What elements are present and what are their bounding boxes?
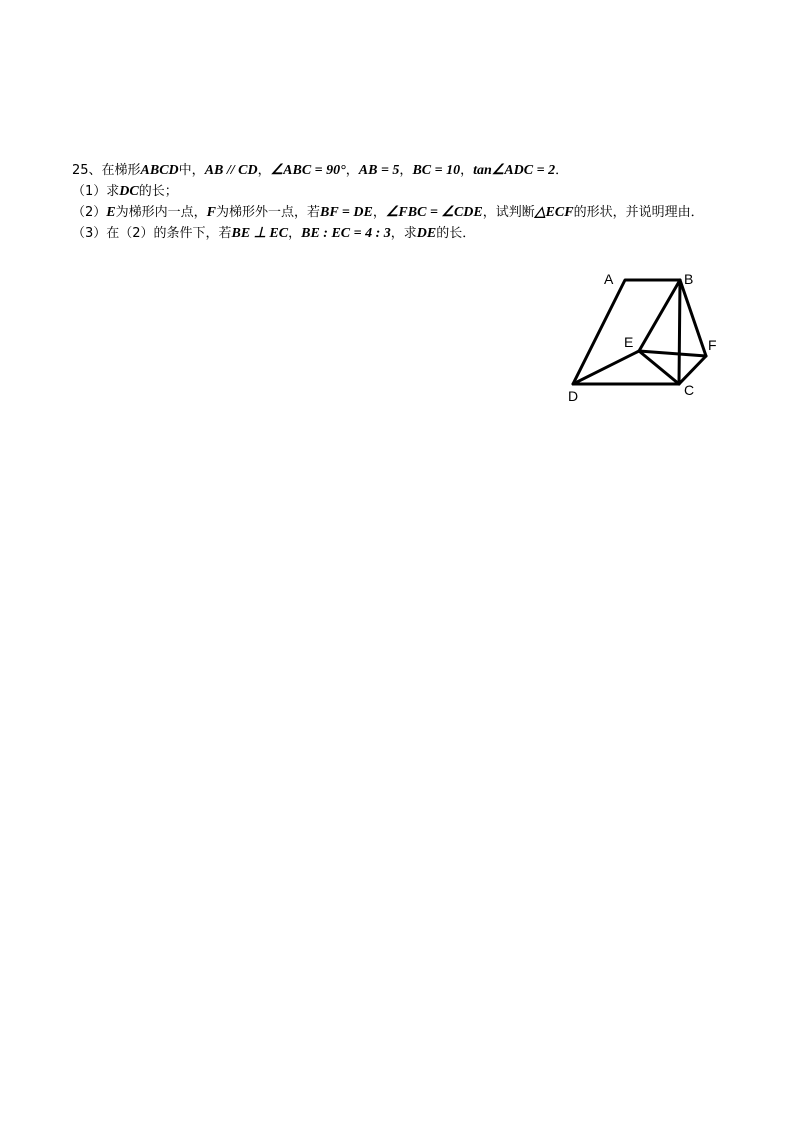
math-ab: AB = 5 — [358, 163, 400, 178]
segment-be — [639, 280, 680, 351]
text: ， — [257, 163, 271, 178]
text: 的形状，并说明理由． — [573, 205, 704, 220]
vertex-label-a: A — [604, 271, 614, 287]
problem-number-text: 25、在梯形 — [72, 163, 141, 178]
text: ，求 — [390, 226, 417, 241]
geometry-figure — [558, 262, 738, 412]
math-parallel: AB // CD — [204, 163, 258, 178]
segment-bf — [680, 280, 706, 356]
problem-part-1 — [72, 181, 732, 202]
vertex-label-c: C — [684, 382, 695, 398]
math-triangle-ecf: △ECF — [534, 205, 574, 220]
problem-part-3 — [72, 223, 732, 244]
math-dc: DC — [119, 184, 139, 199]
text: （2） — [72, 205, 107, 220]
segment-ec — [639, 351, 679, 384]
text: 的长． — [436, 226, 476, 241]
text: ，试判断 — [482, 205, 535, 220]
problem-25 — [72, 160, 732, 244]
segment-fc — [679, 356, 706, 384]
math-ratio: BE : EC = 4 : 3 — [301, 226, 391, 241]
math-perpendicular: BE ⊥ EC — [231, 226, 289, 241]
text: 为梯形外一点，若 — [215, 205, 320, 220]
math-angle-abc: ∠ABC = 90° — [270, 163, 346, 178]
text: ， — [345, 163, 359, 178]
math-tan: tan∠ADC = 2 — [473, 163, 556, 178]
text: （1）求 — [72, 184, 120, 199]
problem-part-2 — [72, 202, 732, 223]
text: ， — [399, 163, 413, 178]
text: （3）在（2）的条件下，若 — [72, 226, 232, 241]
math-bc: BC = 10 — [412, 163, 461, 178]
math-f: F — [206, 205, 216, 220]
trapezoid-outline — [573, 280, 680, 384]
math-trapezoid-name: ABCD — [140, 163, 179, 178]
vertex-label-d: D — [568, 388, 579, 404]
text: ， — [372, 205, 386, 220]
vertex-label-e: E — [624, 334, 634, 350]
math-bf-de: BF = DE — [320, 205, 373, 220]
vertex-label-b: B — [684, 271, 694, 287]
math-de: DE — [416, 226, 437, 241]
text: 的长； — [138, 184, 178, 199]
math-angle-equal: ∠FBC = ∠CDE — [385, 205, 483, 220]
text: 中， — [178, 163, 205, 178]
math-e: E — [106, 205, 116, 220]
text: ， — [288, 226, 302, 241]
problem-intro — [72, 160, 732, 181]
text: 为梯形内一点， — [115, 205, 207, 220]
vertex-label-f: F — [708, 337, 717, 353]
trapezoid-diagram — [558, 262, 738, 412]
text: ． — [555, 163, 569, 178]
text: ， — [460, 163, 474, 178]
segment-ef — [639, 351, 706, 356]
